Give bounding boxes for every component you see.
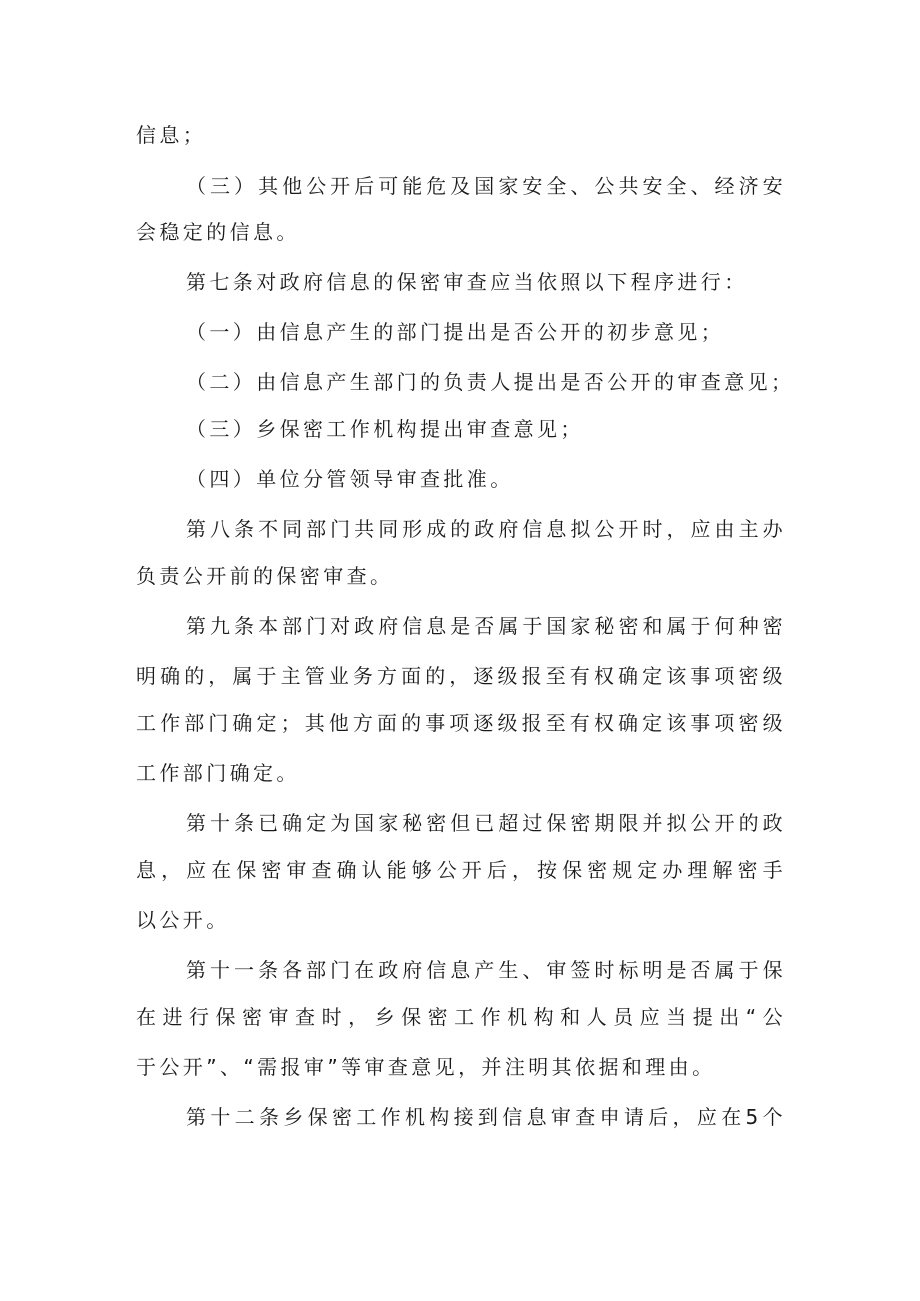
text-line-10: 负责公开前的保密审查。 bbox=[136, 564, 394, 588]
text-line-20: 于公开”、“需报审”等审查意见，并注明其依据和理由。 bbox=[136, 1055, 716, 1079]
text-line-14: 工作部门确定。 bbox=[136, 761, 300, 785]
text-line-9: 第八条不同部门共同形成的政府信息拟公开时，应由主办 bbox=[186, 517, 786, 541]
text-line-4: 第七条对政府信息的保密审查应当依照以下程序进行： bbox=[186, 270, 748, 294]
text-line-8: （四）单位分管领导审查批准。 bbox=[186, 467, 514, 491]
text-line-21: 第十二条乡保密工作机构接到信息审查申请后，应在5个 bbox=[186, 1105, 786, 1129]
text-line-17: 以公开。 bbox=[136, 908, 230, 932]
text-line-13: 工作部门确定；其他方面的事项逐级报至有权确定该事项密级 bbox=[136, 711, 786, 735]
text-line-5: （一）由信息产生的部门提出是否公开的初步意见； bbox=[186, 320, 725, 344]
text-line-6: （二）由信息产生部门的负责人提出是否公开的审查意见； bbox=[186, 370, 795, 394]
text-line-12: 明确的，属于主管业务方面的，逐级报至有权确定该事项密级 bbox=[136, 664, 786, 688]
text-line-7: （三）乡保密工作机构提出审查意见； bbox=[186, 417, 584, 441]
text-line-18: 第十一条各部门在政府信息产生、审签时标明是否属于保 bbox=[186, 958, 786, 982]
text-line-11: 第九条本部门对政府信息是否属于国家秘密和属于何种密 bbox=[186, 614, 786, 638]
text-line-3: 会稳定的信息。 bbox=[136, 220, 300, 244]
text-line-16: 息，应在保密审查确认能够公开后，按保密规定办理解密手 bbox=[136, 858, 786, 882]
text-line-2: （三）其他公开后可能危及国家安全、公共安全、经济安 bbox=[186, 174, 786, 198]
text-line-19: 在进行保密审查时，乡保密工作机构和人员应当提出“公 bbox=[136, 1005, 786, 1029]
text-line-1: 信息； bbox=[136, 123, 207, 147]
text-line-15: 第十条已确定为国家秘密但已超过保密期限并拟公开的政 bbox=[186, 811, 786, 835]
